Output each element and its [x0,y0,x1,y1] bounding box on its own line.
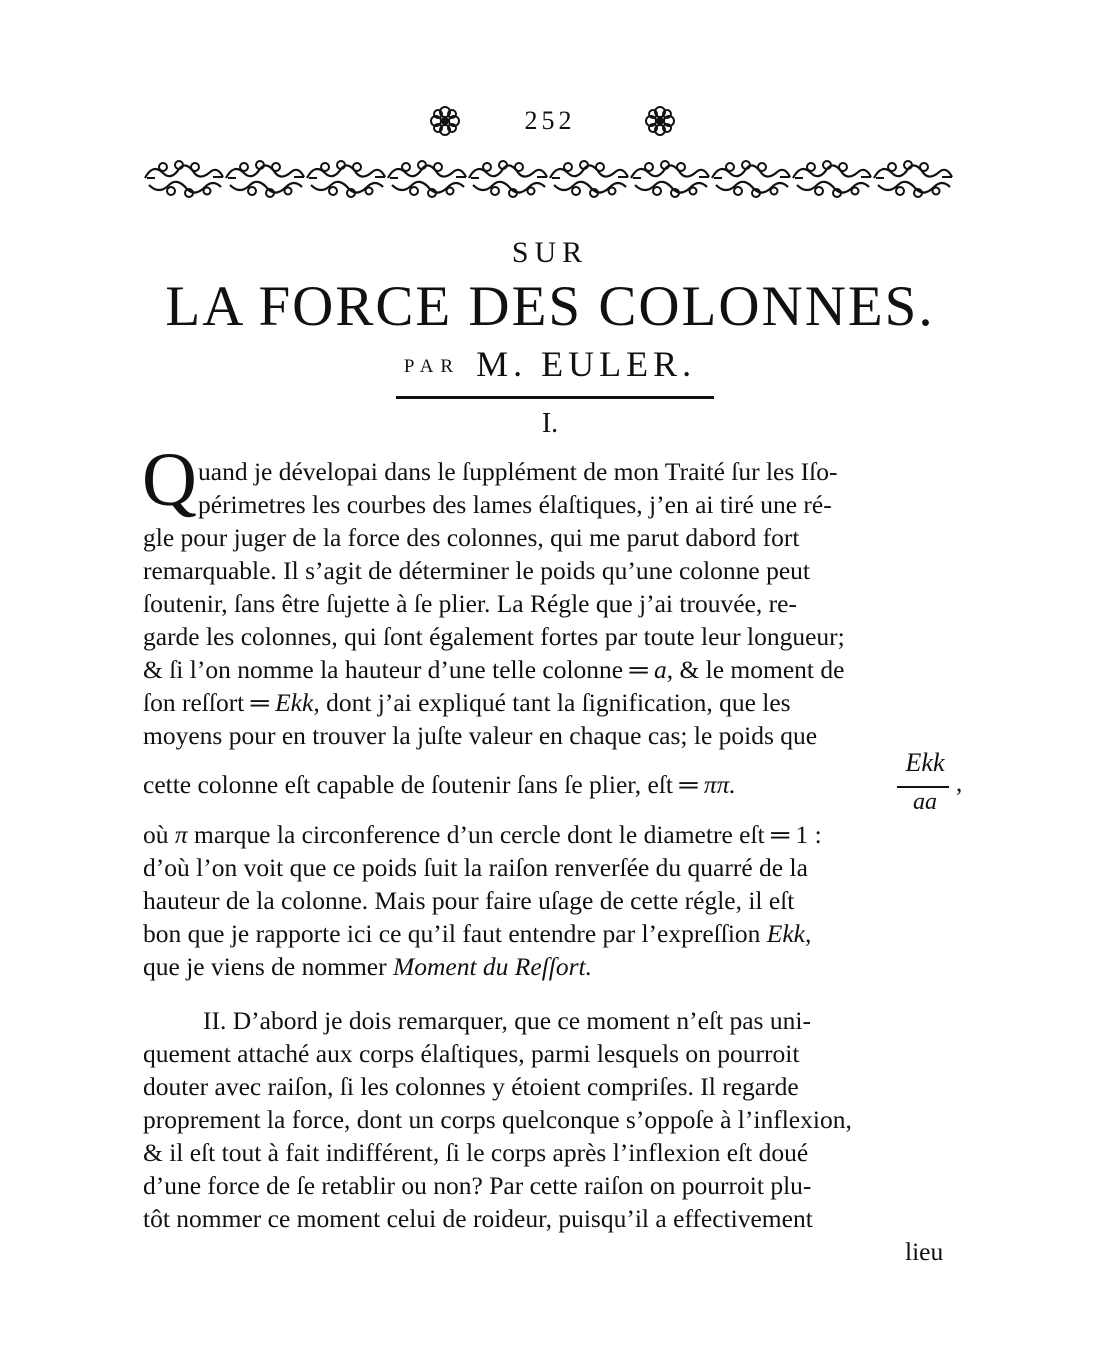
text-line: hauteur de la colonne. Mais pour faire uſage de cette régle, il eſt [143,886,795,915]
page-header [0,104,1100,144]
math-expression: Ekk [275,688,314,717]
text-line: gle pour juger de la force des colonnes, qui me parut dabord fort [143,523,800,552]
math-expression: Ekk, [766,919,812,948]
text-segment: D’abord je dois remarquer, que ce moment n’eſt pas uni- [226,1006,811,1035]
equals-sign: ═ [679,770,704,799]
text-segment: que je viens de nommer [143,952,393,981]
flower-ornament-icon [643,104,677,138]
text-line: d’une force de ſe retablir ou non? Par cette raiſon on pourroit plu- [143,1171,812,1200]
byline [0,343,1100,385]
byline-par: PAR [403,356,461,377]
text-segment: 1 : [795,820,822,849]
math-variable: π [174,820,188,849]
fraction-comma: , [956,770,963,797]
text-line: ſoutenir, ſans être ſujette à ſe plier. La Régle que j’ai trouvée, re- [143,589,797,618]
section-number: I. [541,408,559,439]
drop-cap: Q [142,438,197,522]
page-title: LA FORCE DES COLONNES. [165,275,935,338]
equals-sign: ═ [771,820,796,849]
text-line: garde les colonnes, qui ſont également fortes par toute leur longueur; [143,622,845,651]
flower-ornament-icon [428,104,462,138]
title-sur: SUR [511,236,589,269]
math-expression: ππ. [703,770,736,799]
text-segment: ſon reſſort [143,688,251,717]
text-segment: bon que je rapporte ici ce qu’il faut entendre par l’expreſſion [143,919,767,948]
text-segment: , & le moment de [666,655,845,684]
page-number: 252 [524,106,576,135]
text-line: remarquable. Il s’agit de déterminer le poids qu’une colonne peut [143,556,811,585]
italic-term: Moment du Reſſort. [392,952,592,981]
text-line: douter avec raiſon, ſi les colonnes y étoient compriſes. Il regarde [143,1072,799,1101]
text-line: périmetres les courbes des lames élaſtiques, j’en ai tiré une ré- [198,490,832,519]
fraction-bar [897,786,949,788]
text-segment: marque la circonference d’un cercle dont le diametre eſt [187,820,772,849]
title-rule [396,396,714,399]
text-line: proprement la force, dont un corps quelconque s’oppoſe à l’inflexion, [143,1105,852,1134]
equals-sign: ═ [629,655,654,684]
text-line [143,818,822,852]
text-segment: où [143,820,175,849]
scroll-ornament-band [143,155,955,201]
equals-sign: ═ [250,688,276,717]
fraction [895,748,955,828]
text-segment: cette colonne eſt capable de ſoutenir ſans ſe plier, eſt [143,770,680,799]
catchword: lieu [905,1237,944,1266]
text-segment: & ſi l’on nomme la hauteur d’une telle colonne [143,655,630,684]
text-line [143,686,791,720]
section-number: II. [203,1006,227,1035]
text-line [143,950,592,984]
text-segment: , dont j’ai expliqué tant la ſignification, que les [313,688,791,717]
author-name: M. EULER. [476,344,697,384]
fraction-numerator: Ekk [905,748,945,777]
text-line: moyens pour en trouver la juſte valeur en chaque cas; le poids que [143,721,818,750]
text-line: & il eſt tout à fait indifférent, ſi le corps après l’inflexion eſt doué [143,1138,809,1167]
fraction-denominator: aa [913,789,937,815]
text-line [203,1004,811,1038]
text-line: tôt nommer ce moment celui de roideur, puisqu’il a effectivement [143,1204,813,1233]
text-line [143,917,811,951]
text-line [143,653,844,687]
text-line: uand je dévelopai dans le ſupplément de mon Traité ſur les Iſo- [198,457,838,486]
text-line: quement attaché aux corps élaſtiques, parmi lesquels on pourroit [143,1039,800,1068]
math-variable: a [653,655,667,684]
text-line [143,768,736,802]
text-line: d’où l’on voit que ce poids ſuit la raiſon renverſée du quarré de la [143,853,808,882]
